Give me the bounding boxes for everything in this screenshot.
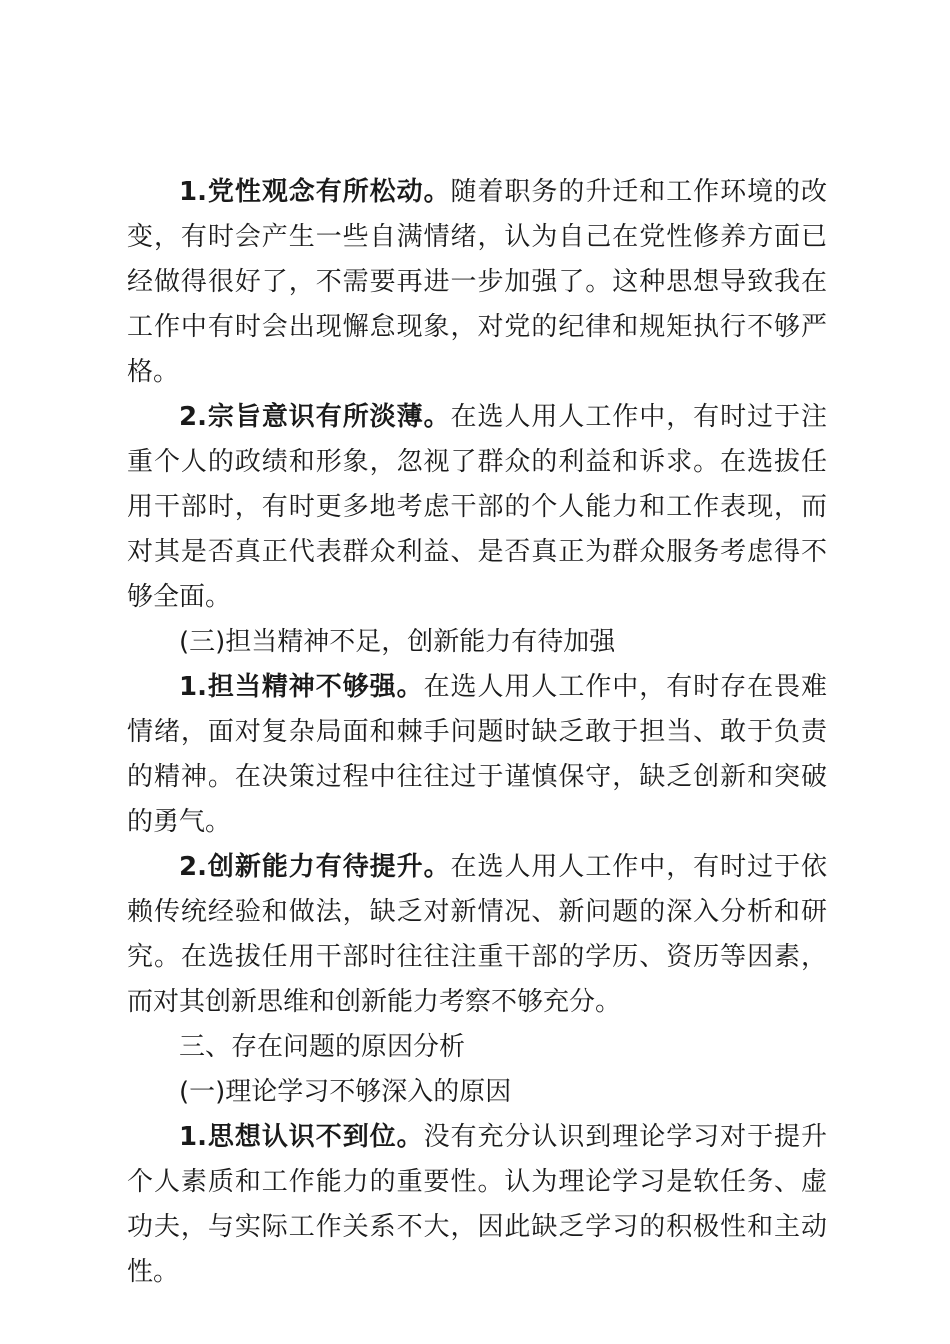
item-lead: 1.党性观念有所松动。	[179, 177, 451, 207]
item-body: 在选人用人工作中，有时过于依赖传统经验和做法，缺乏对新情况、新问题的深入分析和研究。在选拔任用干部时往往注重干部的学历、资历等因素，而对其创新思维和创新能力考察不够充分。	[127, 852, 827, 1017]
item-lead: 1.担当精神不够强。	[179, 672, 424, 702]
item-body: 在选人用人工作中，有时过于注重个人的政绩和形象，忽视了群众的利益和诉求。在选拔任用干部时，有时更多地考虑干部的个人能力和工作表现，而对其是否真正代表群众利益、是否真正为群众服务考虑得不够全面。	[127, 402, 827, 612]
item-body: 没有充分认识到理论学习对于提升个人素质和工作能力的重要性。认为理论学习是软任务、虚功夫，与实际工作关系不大，因此缺乏学习的积极性和主动性。	[127, 1122, 827, 1287]
paragraph-party-spirit	[127, 170, 827, 395]
paragraph-innovation	[127, 845, 827, 1025]
paragraph-ideological-awareness	[127, 1115, 827, 1295]
paragraph-purpose-awareness	[127, 395, 827, 620]
item-body: 在选人用人工作中，有时存在畏难情绪，面对复杂局面和棘手问题时缺乏敢于担当、敢于负责的精神。在决策过程中往往过于谨慎保守，缺乏创新和突破的勇气。	[127, 672, 827, 837]
item-lead: 2.宗旨意识有所淡薄。	[179, 402, 451, 432]
paragraph-responsibility	[127, 665, 827, 845]
item-lead: 1.思想认识不到位。	[179, 1122, 424, 1152]
section-heading: (一)理论学习不够深入的原因	[179, 1077, 512, 1107]
item-body: 随着职务的升迁和工作环境的改变，有时会产生一些自满情绪，认为自己在党性修养方面已经做得很好了，不需要再进一步加强了。这种思想导致我在工作中有时会出现懈怠现象，对党的纪律和规矩执行不够严格。	[127, 177, 827, 387]
section-heading: (三)担当精神不足，创新能力有待加强	[179, 627, 616, 657]
item-lead: 2.创新能力有待提升。	[179, 852, 451, 882]
chapter-heading: 三、存在问题的原因分析	[179, 1032, 466, 1062]
document-page	[127, 170, 827, 1295]
